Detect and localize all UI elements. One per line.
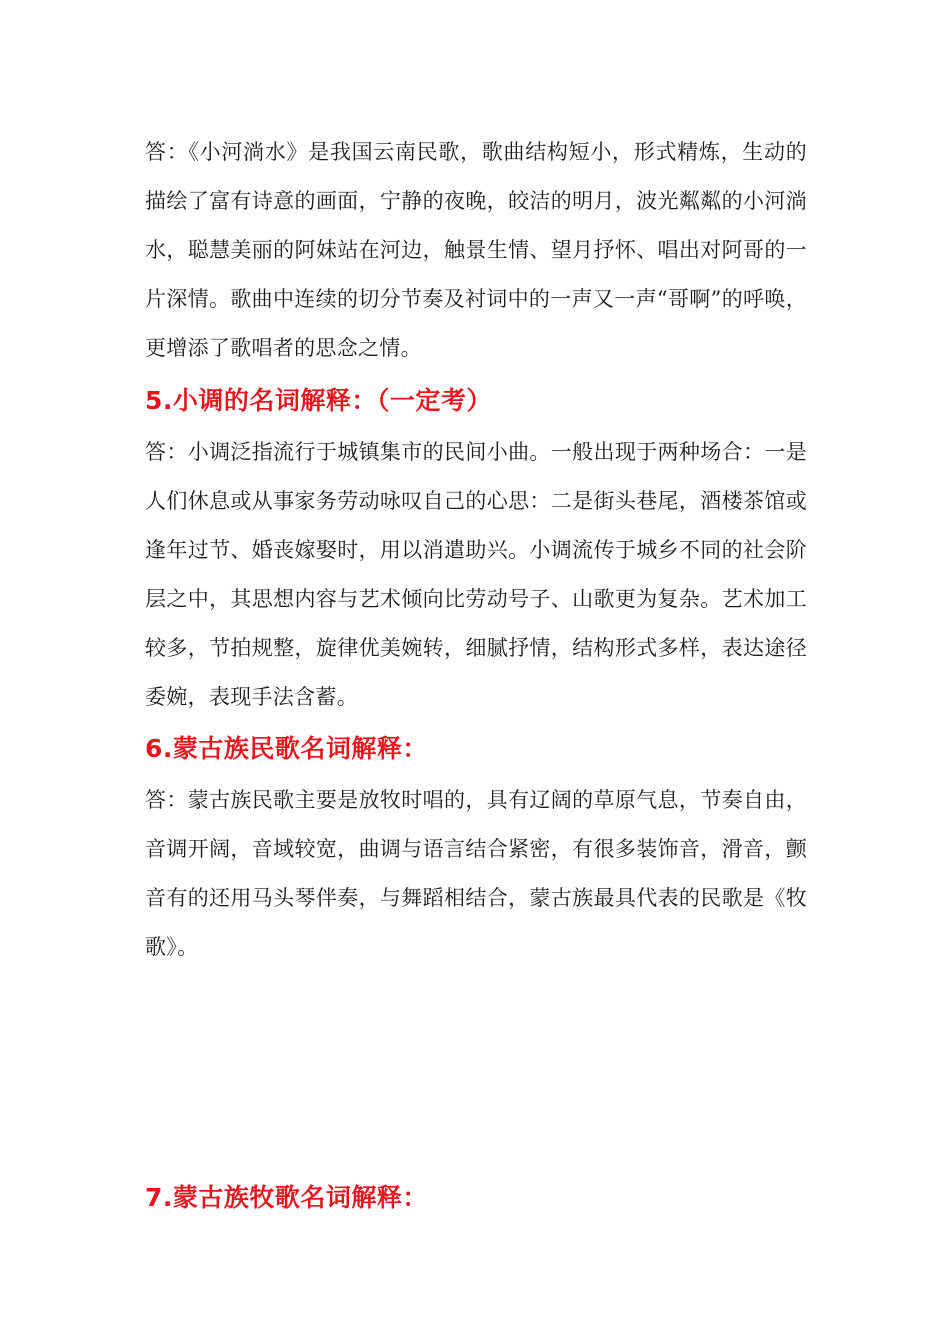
intro-answer-paragraph: 答：《小河淌水》是我国云南民歌，歌曲结构短小，形式精炼，生动的描绘了富有诗意的画面，宁静的夜晚，皎洁的明月，波光粼粼的小河淌水，聪慧美丽的阿妹站在河边，触景生情、望月抒怀、唱出对阿哥的一片深情。歌曲中连续的切分节奏及衬词中的一声又一声“哥啊”的呼唤，更增添了歌唱者的思念之情。 xyxy=(145,140,807,360)
section-7-heading: 7.蒙古族牧歌名词解释： xyxy=(145,1183,428,1212)
section-5-answer: 答：小调泛指流行于城镇集市的民间小曲。一般出现于两种场合：一是人们休息或从事家务劳动咏叹自己的心思：二是街头巷尾，酒楼茶馆或逢年过节、婚丧嫁娶时，用以消遣助兴。小调流传于城乡不同的社会阶层之中，其思想内容与艺术倾向比劳动号子、山歌更为复杂。艺术加工较多，节拍规整，旋律优美婉转，细腻抒情，结构形式多样，表达途径委婉，表现手法含蓄。 xyxy=(145,440,807,709)
section-6-answer: 答：蒙古族民歌主要是放牧时唱的，具有辽阔的草原气息，节奏自由，音调开阔，音域较宽，曲调与语言结合紧密，有很多装饰音，滑音，颤音有的还用马头琴伴奏，与舞蹈相结合，蒙古族最具代表的民歌是《牧歌》。 xyxy=(145,788,807,959)
section-5-heading: 5.小调的名词解释：（一定考） xyxy=(145,386,492,415)
section-6-heading: 6.蒙古族民歌名词解释： xyxy=(145,734,428,763)
